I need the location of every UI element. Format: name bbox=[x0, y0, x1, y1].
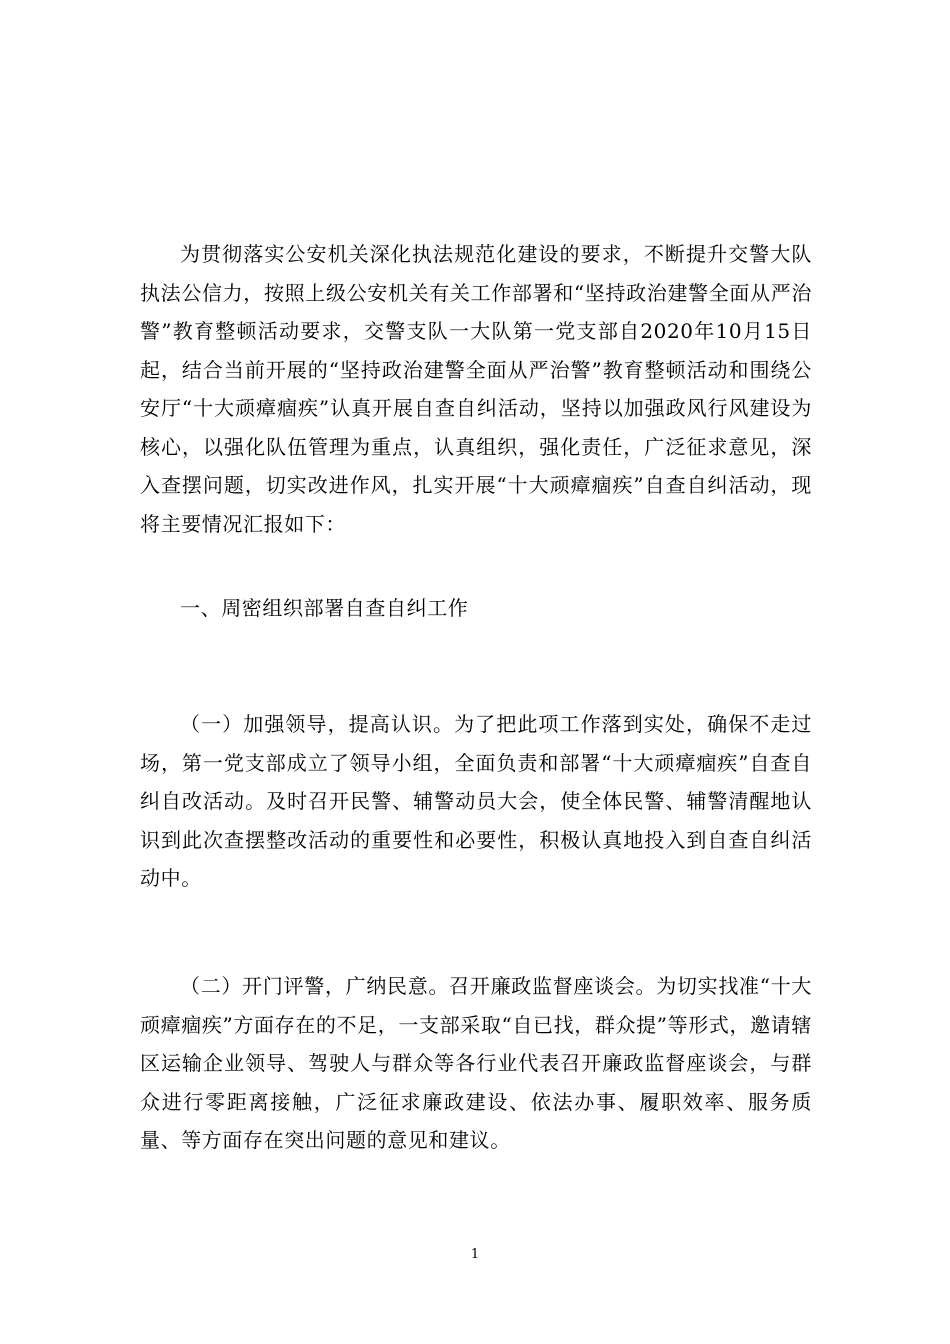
section-heading: 一、周密组织部署自查自纠工作 bbox=[180, 596, 469, 620]
page-number: 1 bbox=[470, 1247, 480, 1262]
subsection-paragraph-1: （一）加强领导，提高认识。为了把此项工作落到实处，确保不走过场，第一党支部成立了领导小组，全面负责和部署“十大顽瘴痼疾”自查自纠自改活动。及时召开民警、辅警动员大会，使全体民警、辅警清醒地认识到此次查摆整改活动的重要性和必要性，积极认真地投入到自查自纠活动中。 bbox=[140, 712, 812, 890]
intro-paragraph: 为贯彻落实公安机关深化执法规范化建设的要求，不断提升交警大队执法公信力，按照上级公安机关有关工作部署和“坚持政治建警全面从严治警”教育整顿活动要求，交警支队一大队第一党支部自2020年10月15日起，结合当前开展的“坚持政治建警全面从严治警”教育整顿活动和围绕公安厅“十大顽瘴痼疾”认真开展自查自纠活动，坚持以加强政风行风建设为核心，以强化队伍管理为重点，认真组织，强化责任，广泛征求意见，深入查摆问题，切实改进作风，扎实开展“十大顽瘴痼疾”自查自纠活动，现将主要情况汇报如下： bbox=[140, 242, 812, 536]
subsection-paragraph-2: （二）开门评警，广纳民意。召开廉政监督座谈会。为切实找准“十大顽瘴痼疾”方面存在的不足，一支部采取“自已找，群众提”等形式，邀请辖区运输企业领导、驾驶人与群众等各行业代表召开廉政监督座谈会，与群众进行零距离接触，广泛征求廉政建设、依法办事、履职效率、服务质量、等方面存在突出问题的意见和建议。 bbox=[140, 974, 812, 1152]
